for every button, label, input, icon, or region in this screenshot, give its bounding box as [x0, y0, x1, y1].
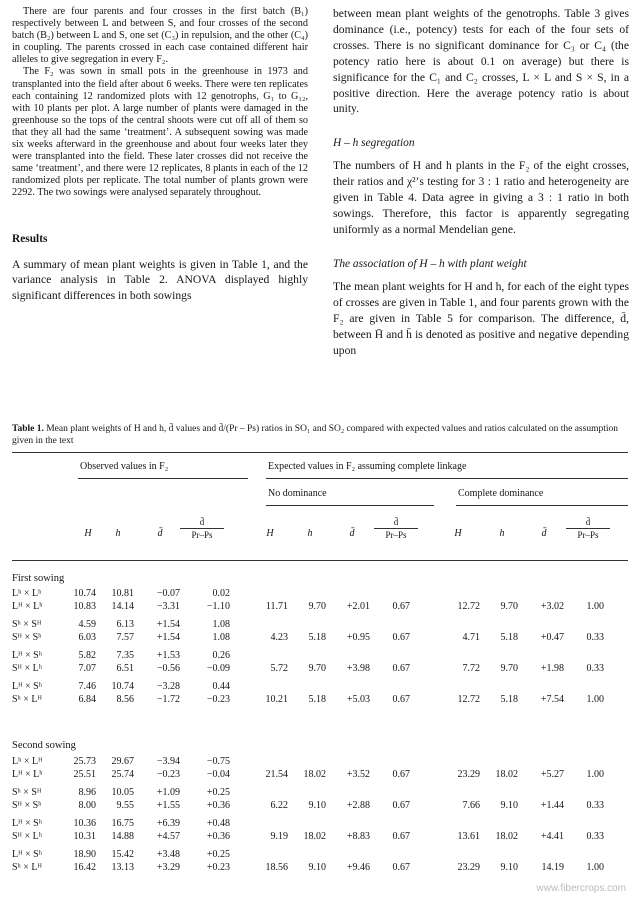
expected-nodom-cell: 9.10	[308, 800, 326, 811]
row-label: Lʰ × Lᴴ	[12, 756, 43, 767]
observed-cell-h: 29.67	[111, 756, 134, 767]
col-header-h-0: h	[115, 528, 121, 539]
row-label: Lᴴ × Sʰ	[12, 849, 42, 860]
expected-nodom-cell: 0.67	[392, 601, 410, 612]
row-label: Sᴴ × Lʰ	[12, 831, 42, 842]
paragraph-results: A summary of mean plant weights is given in Table 1, and the variance analysis in Table 2. ANOVA displayed highly significant differences in both sowings	[12, 257, 308, 303]
expected-nodom-cell: 0.67	[392, 663, 410, 674]
results-heading: Results	[12, 232, 48, 245]
observed-cell-h: 7.57	[116, 632, 134, 643]
expected-nodom-cell: +3.98	[346, 663, 370, 674]
observed-cell-r: 0.44	[212, 681, 230, 692]
observed-cell-h: 7.35	[116, 650, 134, 661]
row-label: Sʰ × Sᴴ	[12, 787, 42, 798]
expected-nodom-cell: 0.67	[392, 831, 410, 842]
row-label: Lᴴ × Lʰ	[12, 601, 43, 612]
expected-compdom-cell: 0.33	[586, 831, 604, 842]
observed-cell-d: +6.39	[156, 818, 180, 829]
paragraph-dominance: between mean plant weights of the genotrophs. Table 3 gives dominance (i.e., potency) tests for each of the four sets of crosses. There is no significant dominance for C₃ or C₄ (the potency ratio here is about 0.1 on average) but there is significance for the C₁ and C₂ crosses, L × L and S × S, in a positive direction. Here the average potency ratio is about unity.	[333, 7, 629, 116]
right-text-column	[333, 6, 629, 358]
expected-compdom-cell: +1.44	[540, 800, 564, 811]
paragraph-segregation: The numbers of H and h plants in the F₂ of the eight crosses, their ratios and χ²’s testing for 3 : 1 ratio and heterogeneity are given in Table 4. Data agree in giving a 3 : 1 ratio in both sowings. Therefore, this factor is apparently segregating uniformly as a normal Mendelian gene.	[333, 159, 629, 236]
no-dominance-rule	[266, 505, 434, 506]
observed-cell-r: +0.25	[206, 849, 230, 860]
complete-dominance-header: Complete dominance	[458, 488, 544, 499]
expected-compdom-cell: +4.41	[540, 831, 564, 842]
observed-cell-d: +1.53	[156, 650, 180, 661]
expected-nodom-cell: 9.19	[270, 831, 288, 842]
expected-compdom-cell: 9.10	[500, 862, 518, 873]
expected-compdom-cell: 7.66	[462, 800, 480, 811]
observed-cell-r: +0.23	[206, 862, 230, 873]
observed-cell-d: +3.48	[156, 849, 180, 860]
observed-cell-h: 10.05	[111, 787, 134, 798]
expected-nodom-cell: 9.70	[308, 663, 326, 674]
observed-cell-r: 0.26	[212, 650, 230, 661]
expected-compdom-cell: 1.00	[586, 601, 604, 612]
expected-nodom-cell: 5.72	[270, 663, 288, 674]
expected-compdom-cell: 0.33	[586, 663, 604, 674]
watermark: www.fibercrops.com	[536, 883, 626, 894]
expected-compdom-cell: 12.72	[457, 601, 480, 612]
ratio-denominator: Pr–Ps	[191, 530, 213, 540]
row-label: Lᴴ × Sʰ	[12, 650, 42, 661]
row-label: Lᴴ × Sʰ	[12, 681, 42, 692]
row-label: Sʰ × Sᴴ	[12, 619, 42, 630]
col-header-ratio-0	[180, 517, 224, 540]
row-label: Lᴴ × Lʰ	[12, 769, 43, 780]
observed-cell-d: +4.57	[156, 831, 180, 842]
ratio-denominator: Pr–Ps	[577, 530, 599, 540]
observed-cell-h: 25.74	[111, 769, 134, 780]
expected-compdom-cell: +7.54	[540, 694, 564, 705]
expected-nodom-cell: 0.67	[392, 769, 410, 780]
expected-nodom-cell: 18.02	[303, 831, 326, 842]
observed-cell-h: 14.14	[111, 601, 134, 612]
expected-nodom-cell: 10.21	[265, 694, 288, 705]
expected-nodom-cell: 0.67	[392, 862, 410, 873]
table-caption	[12, 423, 628, 447]
expected-compdom-cell: 1.00	[586, 769, 604, 780]
row-label: Sʰ × Lᴴ	[12, 694, 42, 705]
observed-cell-h: 15.42	[111, 849, 134, 860]
expected-compdom-cell: 5.18	[500, 694, 518, 705]
segregation-heading: H – h segregation	[333, 137, 415, 150]
expected-nodom-cell: 0.67	[392, 694, 410, 705]
expected-nodom-cell: 18.56	[265, 862, 288, 873]
row-label: Lʰ × Lʰ	[12, 588, 42, 599]
observed-cell-H: 18.90	[73, 849, 96, 860]
observed-cell-H: 7.46	[78, 681, 96, 692]
observed-cell-d: −3.31	[156, 601, 180, 612]
observed-cell-H: 10.36	[73, 818, 96, 829]
expected-compdom-cell: 9.70	[500, 601, 518, 612]
expected-nodom-cell: +9.46	[346, 862, 370, 873]
table-caption-text: Mean plant weights of H and h, d̄ values and d̄/(Pr – Ps) ratios in SO₁ and SO₂ compared with expected values and ratios calculated on the assumption given in the text	[12, 424, 618, 446]
observed-rule	[78, 478, 248, 479]
col-header-h-upper-2: H	[454, 528, 462, 539]
expected-nodom-cell: 21.54	[265, 769, 288, 780]
expected-compdom-cell: 13.61	[457, 831, 480, 842]
expected-nodom-cell: 9.70	[308, 601, 326, 612]
expected-compdom-cell: 4.71	[462, 632, 480, 643]
first-sowing-label: First sowing	[12, 573, 65, 584]
col-header-d-0: d̄	[157, 528, 163, 539]
observed-cell-H: 7.07	[78, 663, 96, 674]
observed-cell-H: 10.31	[73, 831, 96, 842]
observed-cell-d: −0.07	[156, 588, 180, 599]
expected-nodom-cell: 4.23	[270, 632, 288, 643]
observed-cell-d: +1.54	[156, 632, 180, 643]
row-label: Sᴴ × Sʰ	[12, 632, 42, 643]
observed-cell-r: +0.36	[206, 831, 230, 842]
observed-cell-d: −3.94	[156, 756, 180, 767]
observed-cell-h: 10.81	[111, 588, 134, 599]
expected-compdom-cell: 0.33	[586, 800, 604, 811]
col-header-h-upper-1: H	[266, 528, 274, 539]
observed-cell-H: 10.83	[73, 601, 96, 612]
observed-cell-r: −0.23	[206, 694, 230, 705]
expected-nodom-cell: +0.95	[346, 632, 370, 643]
observed-cell-r: +0.48	[206, 818, 230, 829]
expected-compdom-cell: 7.72	[462, 663, 480, 674]
expected-rule	[266, 478, 628, 479]
observed-cell-h: 8.56	[116, 694, 134, 705]
expected-compdom-cell: 12.72	[457, 694, 480, 705]
expected-nodom-cell: 18.02	[303, 769, 326, 780]
observed-cell-H: 4.59	[78, 619, 96, 630]
ratio-numerator: d̄	[374, 517, 418, 529]
expected-nodom-cell: 5.18	[308, 694, 326, 705]
observed-cell-h: 6.51	[116, 663, 134, 674]
expected-nodom-cell: +2.01	[346, 601, 370, 612]
complete-dominance-rule	[456, 505, 628, 506]
observed-cell-r: +0.36	[206, 800, 230, 811]
col-header-d-1: d̄	[349, 528, 355, 539]
table-label: Table 1.	[12, 424, 44, 434]
expected-compdom-cell: 9.70	[500, 663, 518, 674]
expected-compdom-cell: 9.10	[500, 800, 518, 811]
ratio-numerator: d̄	[180, 517, 224, 529]
observed-cell-r: −0.09	[206, 663, 230, 674]
expected-nodom-cell: 11.71	[265, 601, 288, 612]
second-sowing-label: Second sowing	[12, 740, 76, 751]
expected-compdom-cell: 23.29	[457, 769, 480, 780]
observed-cell-r: −0.04	[206, 769, 230, 780]
header-bottom-rule	[12, 560, 628, 561]
no-dominance-header: No dominance	[268, 488, 327, 499]
ratio-denominator: Pr–Ps	[385, 530, 407, 540]
observed-cell-H: 6.84	[78, 694, 96, 705]
expected-compdom-cell: 0.33	[586, 632, 604, 643]
expected-compdom-cell: 18.02	[495, 831, 518, 842]
expected-nodom-cell: 6.22	[270, 800, 288, 811]
observed-cell-H: 5.82	[78, 650, 96, 661]
association-heading: The association of H – h with plant weight	[333, 257, 527, 270]
col-header-h-upper-0: H	[84, 528, 92, 539]
observed-cell-h: 6.13	[116, 619, 134, 630]
observed-cell-H: 10.74	[73, 588, 96, 599]
col-header-h-2: h	[499, 528, 505, 539]
observed-cell-d: −0.56	[156, 663, 180, 674]
expected-nodom-cell: 0.67	[392, 632, 410, 643]
expected-compdom-cell: 5.18	[500, 632, 518, 643]
row-label: Sᴴ × Sʰ	[12, 800, 42, 811]
expected-nodom-cell: 0.67	[392, 800, 410, 811]
col-header-ratio-1	[374, 517, 418, 540]
expected-compdom-cell: 14.19	[541, 862, 564, 873]
observed-cell-r: +0.25	[206, 787, 230, 798]
observed-cell-d: +3.29	[156, 862, 180, 873]
observed-cell-H: 6.03	[78, 632, 96, 643]
table-top-rule	[12, 452, 628, 453]
observed-cell-r: −0.75	[206, 756, 230, 767]
row-label: Sʰ × Lᴴ	[12, 862, 42, 873]
observed-cell-h: 14.88	[111, 831, 134, 842]
expected-compdom-cell: 23.29	[457, 862, 480, 873]
observed-cell-H: 8.96	[78, 787, 96, 798]
expected-compdom-cell: 1.00	[586, 862, 604, 873]
observed-cell-d: +1.09	[156, 787, 180, 798]
expected-header: Expected values in F₂ assuming complete linkage	[268, 461, 467, 472]
row-label: Sᴴ × Lʰ	[12, 663, 42, 674]
paragraph-sowing: The F₂ was sown in small pots in the greenhouse in 1973 and transplanted into the field after about 6 weeks. There were ten replicates each containing 12 randomized plots with 12 genotrophs, G₁ to G₁₂, with 10 plants per plot. A large number of plants were damaged in the greenhouse so the tops of the central shoots were cut off all of them so that they all had the same ‘treatment’. A subsequent sowing was made six weeks afterward in the greenhouse and about four weeks later they were transplanted into the field. These later crosses did not receive the same ‘treatment’, and there were 12 replicates, 8 plants in each of the 12 randomized plots per replicate. The total number of plants grown were 2292. The two sowings were analysed separately throughout.	[12, 66, 308, 199]
col-header-ratio-2	[566, 517, 610, 540]
col-header-h-1: h	[307, 528, 313, 539]
expected-nodom-cell: +5.03	[346, 694, 370, 705]
observed-cell-h: 13.13	[111, 862, 134, 873]
paragraph-parents: There are four parents and four crosses in the first batch (B₁) respectively between L and between S, and four crosses of the second batch (B₂) between L and S, one set (C₃) in repulsion, and the other (C₄) in coupling. The parents crossed in each case contained different hair alleles to give segregation in every F₂.	[12, 6, 308, 66]
observed-cell-h: 10.74	[111, 681, 134, 692]
row-label: Lᴴ × Sʰ	[12, 818, 42, 829]
observed-cell-H: 25.73	[73, 756, 96, 767]
observed-cell-d: −1.72	[156, 694, 180, 705]
left-text-column	[12, 6, 308, 304]
observed-cell-H: 8.00	[78, 800, 96, 811]
observed-cell-d: −3.28	[156, 681, 180, 692]
expected-compdom-cell: +5.27	[540, 769, 564, 780]
expected-compdom-cell: +3.02	[540, 601, 564, 612]
observed-cell-d: −0.23	[156, 769, 180, 780]
observed-header: Observed values in F₂	[80, 461, 169, 472]
expected-compdom-cell: +0.47	[540, 632, 564, 643]
observed-cell-r: 1.08	[212, 632, 230, 643]
observed-cell-r: −1.10	[206, 601, 230, 612]
expected-nodom-cell: 9.10	[308, 862, 326, 873]
ratio-numerator: d̄	[566, 517, 610, 529]
expected-compdom-cell: +1.98	[540, 663, 564, 674]
expected-nodom-cell: +3.52	[346, 769, 370, 780]
observed-cell-h: 16.75	[111, 818, 134, 829]
observed-cell-r: 1.08	[212, 619, 230, 630]
observed-cell-h: 9.55	[116, 800, 134, 811]
observed-cell-r: 0.02	[212, 588, 230, 599]
expected-compdom-cell: 18.02	[495, 769, 518, 780]
observed-cell-d: +1.54	[156, 619, 180, 630]
paragraph-association: The mean plant weights for H and h, for each of the eight types of crosses are given in Table 1, and four parents grown with the F₂ are given in Table 5 for comparison. The difference, d̄, between H̄ and h̄ is denoted as positive and negative depending upon	[333, 279, 629, 357]
expected-compdom-cell: 1.00	[586, 694, 604, 705]
expected-nodom-cell: +8.83	[346, 831, 370, 842]
observed-cell-d: +1.55	[156, 800, 180, 811]
col-header-d-2: d̄	[541, 528, 547, 539]
expected-nodom-cell: +2.88	[346, 800, 370, 811]
expected-nodom-cell: 5.18	[308, 632, 326, 643]
observed-cell-H: 25.51	[73, 769, 96, 780]
observed-cell-H: 16.42	[73, 862, 96, 873]
